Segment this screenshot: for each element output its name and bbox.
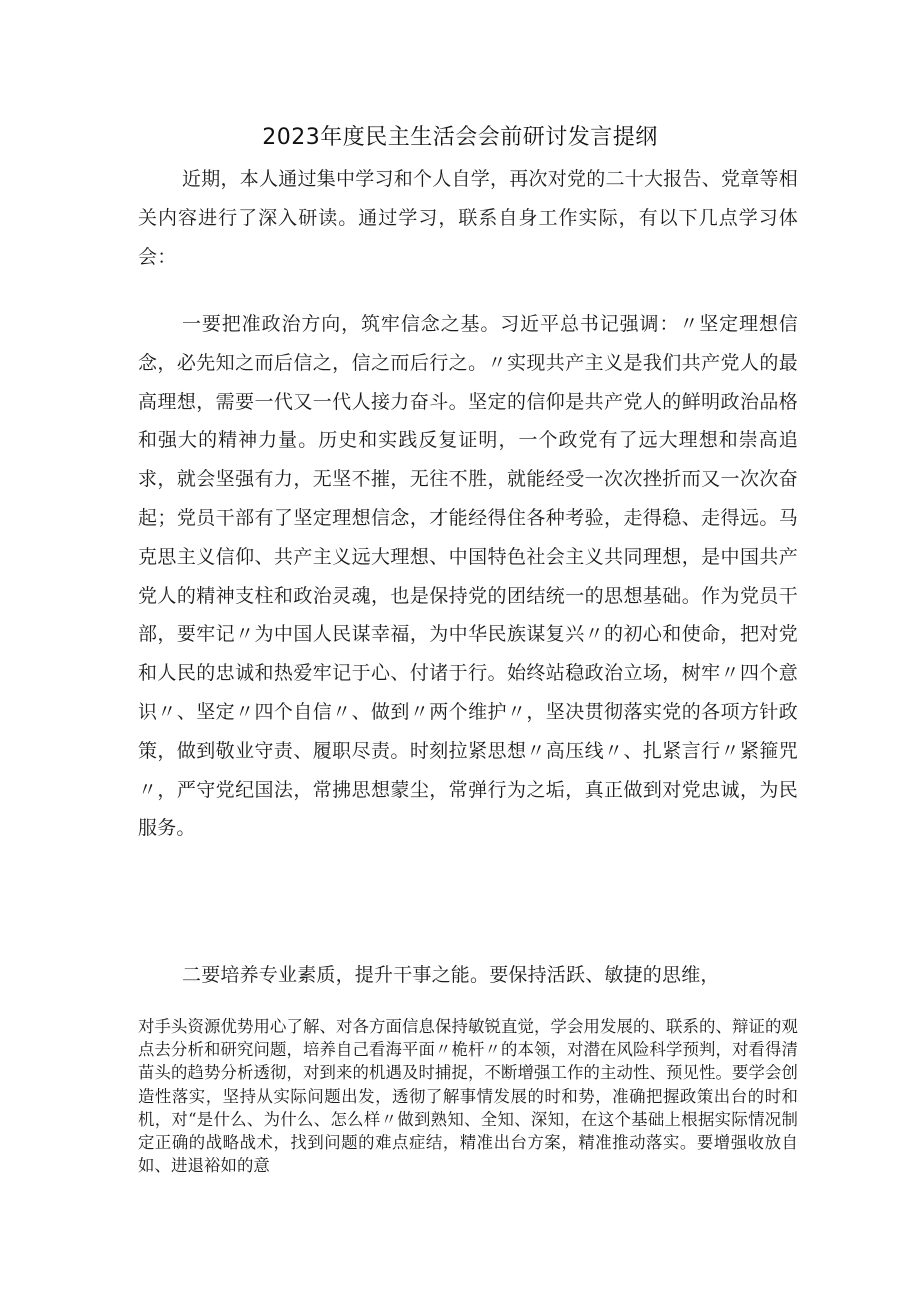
document-title: 2023年度民主生活会会前研讨发言提纲: [262, 125, 658, 150]
paragraph-intro: 近期，本人通过集中学习和个人自学，再次对党的二十大报告、党章等相关内容进行了深入研读。通过学习，联系自身工作实际，有以下几点学习体会：: [138, 168, 798, 268]
paragraph-point-one: 一要把准政治方向，筑牢信念之基。习近平总书记强调：〃坚定理想信念，必先知之而后信之，信之而后行之。〃实现共产主义是我们共产党人的最高理想，需要一代又一代人接力奋斗。坚定的信仰是共产党人的鲜明政治品格和强大的精神力量。历史和实践反复证明，一个政党有了远大理想和崇高追求，就会坚强有力，无坚不摧，无往不胜，就能经受一次次挫折而又一次次奋起；党员干部有了坚定理想信念，才能经得住各种考验，走得稳、走得远。马克思主义信仰、共产主义远大理想、中国特色社会主义共同理想，是中国共产党人的精神支柱和政治灵魂，也是保持党的团结统一的思想基础。作为党员干部，要牢记〃为中国人民谋幸福，为中华民族谋复兴〃的初心和使命，把对党和人民的忠诚和热爱牢记于心、付诸于行。始终站稳政治立场，树牢〃四个意识〃、坚定〃四个自信〃、做到〃两个维护〃，坚决贯彻落实党的各项方针政策，做到敬业守责、履职尽责。时刻拉紧思想〃高压线〃、扎紧言行〃紧箍咒〃，严守党纪国法，常拂思想蒙尘，常弹行为之垢，真正做到对党忠诚，为民服务。: [138, 313, 798, 840]
paragraph-point-two-heading: 二要培养专业素质，提升干事之能。要保持活跃、敏捷的思维，: [182, 964, 720, 986]
paragraph-point-two-body: 对手头资源优势用心了解、对各方面信息保持敏锐直觉，学会用发展的、联系的、辩证的观点去分析和研究问题，培养自己看海平面〃桅杆〃的本领，对潜在风险科学预判，对看得清苗头的趋势分析透彻，对到来的机遇及时捕捉，不断增强工作的主动性、预见性。要学会创造性落实，坚持从实际问题出发，透彻了解事情发展的时和势，准确把握政策出台的时和机，对“是什么、为什么、怎么样〃做到熟知、全知、深知，在这个基础上根据实际情况制定正确的战略战术，找到问题的难点症结，精准出台方案，精准推动落实。要增强收放自如、进退裕如的意: [138, 1017, 798, 1176]
